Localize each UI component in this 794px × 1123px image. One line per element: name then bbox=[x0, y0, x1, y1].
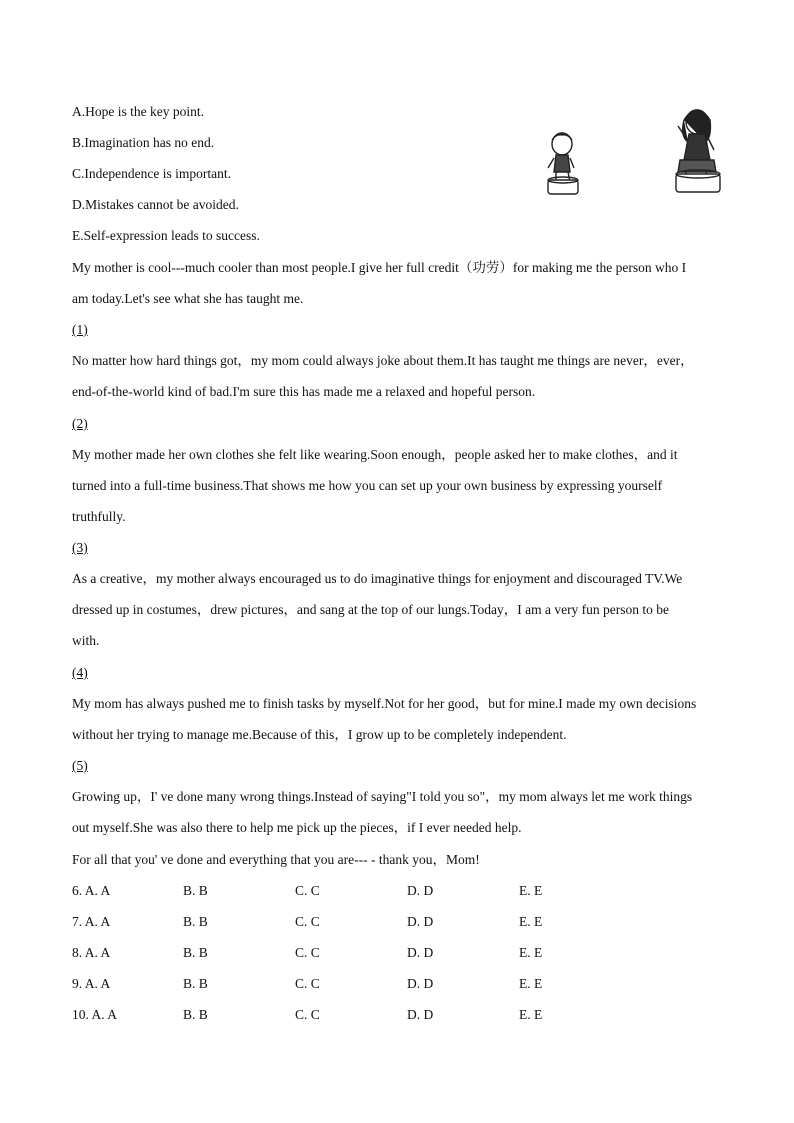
blank-number-5: (5) bbox=[72, 758, 88, 773]
choice-a[interactable]: 7. A. A bbox=[72, 914, 111, 929]
question-row-8 bbox=[72, 944, 572, 962]
blank-number-3: (3) bbox=[72, 540, 88, 555]
choice-d[interactable]: D. D bbox=[407, 1007, 434, 1022]
section-1-line-2: end-of-the-world kind of bad.I'm sure this has made me a relaxed and hopeful person. bbox=[72, 384, 536, 399]
section-4-line-1: My mom has always pushed me to finish tasks by myself.Not for her good，but for mine.I made my own decisions bbox=[72, 696, 697, 711]
section-5-line-2: out myself.She was also there to help me pick up the pieces，if I ever needed help. bbox=[72, 820, 522, 835]
children-illustration bbox=[540, 98, 740, 208]
section-2-line-2: turned into a full-time business.That shows me how you can set up your own business by expressing yourself bbox=[72, 478, 663, 493]
choice-d[interactable]: D. D bbox=[407, 945, 434, 960]
choice-b[interactable]: B. B bbox=[183, 945, 208, 960]
choice-b[interactable]: B. B bbox=[183, 976, 208, 991]
question-row-10 bbox=[72, 1006, 572, 1024]
question-row-7 bbox=[72, 913, 572, 931]
section-3-line-1: As a creative，my mother always encouraged us to do imaginative things for enjoyment and discouraged TV.We bbox=[72, 571, 683, 586]
choice-a[interactable]: 6. A. A bbox=[72, 883, 111, 898]
option-b: B.Imagination has no end. bbox=[72, 135, 215, 150]
section-4-line-2: without her trying to manage me.Because of this，I grow up to be completely independent. bbox=[72, 727, 567, 742]
choice-e[interactable]: E. E bbox=[519, 945, 543, 960]
choice-a[interactable]: 8. A. A bbox=[72, 945, 111, 960]
intro-line-2: am today.Let's see what she has taught me. bbox=[72, 291, 304, 306]
choice-d[interactable]: D. D bbox=[407, 976, 434, 991]
option-e: E.Self-expression leads to success. bbox=[72, 228, 260, 243]
choice-d[interactable]: D. D bbox=[407, 883, 434, 898]
choice-b[interactable]: B. B bbox=[183, 914, 208, 929]
choice-e[interactable]: E. E bbox=[519, 883, 543, 898]
section-3-line-3: with. bbox=[72, 633, 100, 648]
choice-e[interactable]: E. E bbox=[519, 1007, 543, 1022]
option-a: A.Hope is the key point. bbox=[72, 104, 204, 119]
option-d: D.Mistakes cannot be avoided. bbox=[72, 197, 239, 212]
choice-b[interactable]: B. B bbox=[183, 1007, 208, 1022]
question-row-6 bbox=[72, 882, 572, 900]
question-row-9 bbox=[72, 975, 572, 993]
choice-e[interactable]: E. E bbox=[519, 976, 543, 991]
section-1-line-1: No matter how hard things got，my mom could always joke about them.It has taught me things are never，ever， bbox=[72, 353, 694, 368]
choice-a[interactable]: 10. A. A bbox=[72, 1007, 118, 1022]
choice-d[interactable]: D. D bbox=[407, 914, 434, 929]
choice-a[interactable]: 9. A. A bbox=[72, 976, 111, 991]
closing-line: For all that you' ve done and everything that you are--- - thank you，Mom! bbox=[72, 852, 480, 867]
choice-c[interactable]: C. C bbox=[295, 914, 320, 929]
section-5-line-1: Growing up，I' ve done many wrong things.Instead of saying"I told you so"，my mom always let me work things bbox=[72, 789, 693, 804]
blank-number-4: (4) bbox=[72, 665, 88, 680]
choice-c[interactable]: C. C bbox=[295, 945, 320, 960]
blank-number-1: (1) bbox=[72, 322, 88, 337]
choice-c[interactable]: C. C bbox=[295, 976, 320, 991]
intro-line-1: My mother is cool---much cooler than most people.I give her full credit（功劳）for making me the person who I bbox=[72, 260, 687, 275]
choice-b[interactable]: B. B bbox=[183, 883, 208, 898]
section-2-line-3: truthfully. bbox=[72, 509, 126, 524]
section-3-line-2: dressed up in costumes，drew pictures，and sang at the top of our lungs.Today，I am a very fun person to be bbox=[72, 602, 670, 617]
blank-number-2: (2) bbox=[72, 416, 88, 431]
option-c: C.Independence is important. bbox=[72, 166, 231, 181]
boy-figure bbox=[548, 133, 578, 194]
girl-figure bbox=[676, 110, 720, 192]
choice-c[interactable]: C. C bbox=[295, 883, 320, 898]
choice-e[interactable]: E. E bbox=[519, 914, 543, 929]
choice-c[interactable]: C. C bbox=[295, 1007, 320, 1022]
section-2-line-1: My mother made her own clothes she felt like wearing.Soon enough，people asked her to make clothes，and it bbox=[72, 447, 678, 462]
